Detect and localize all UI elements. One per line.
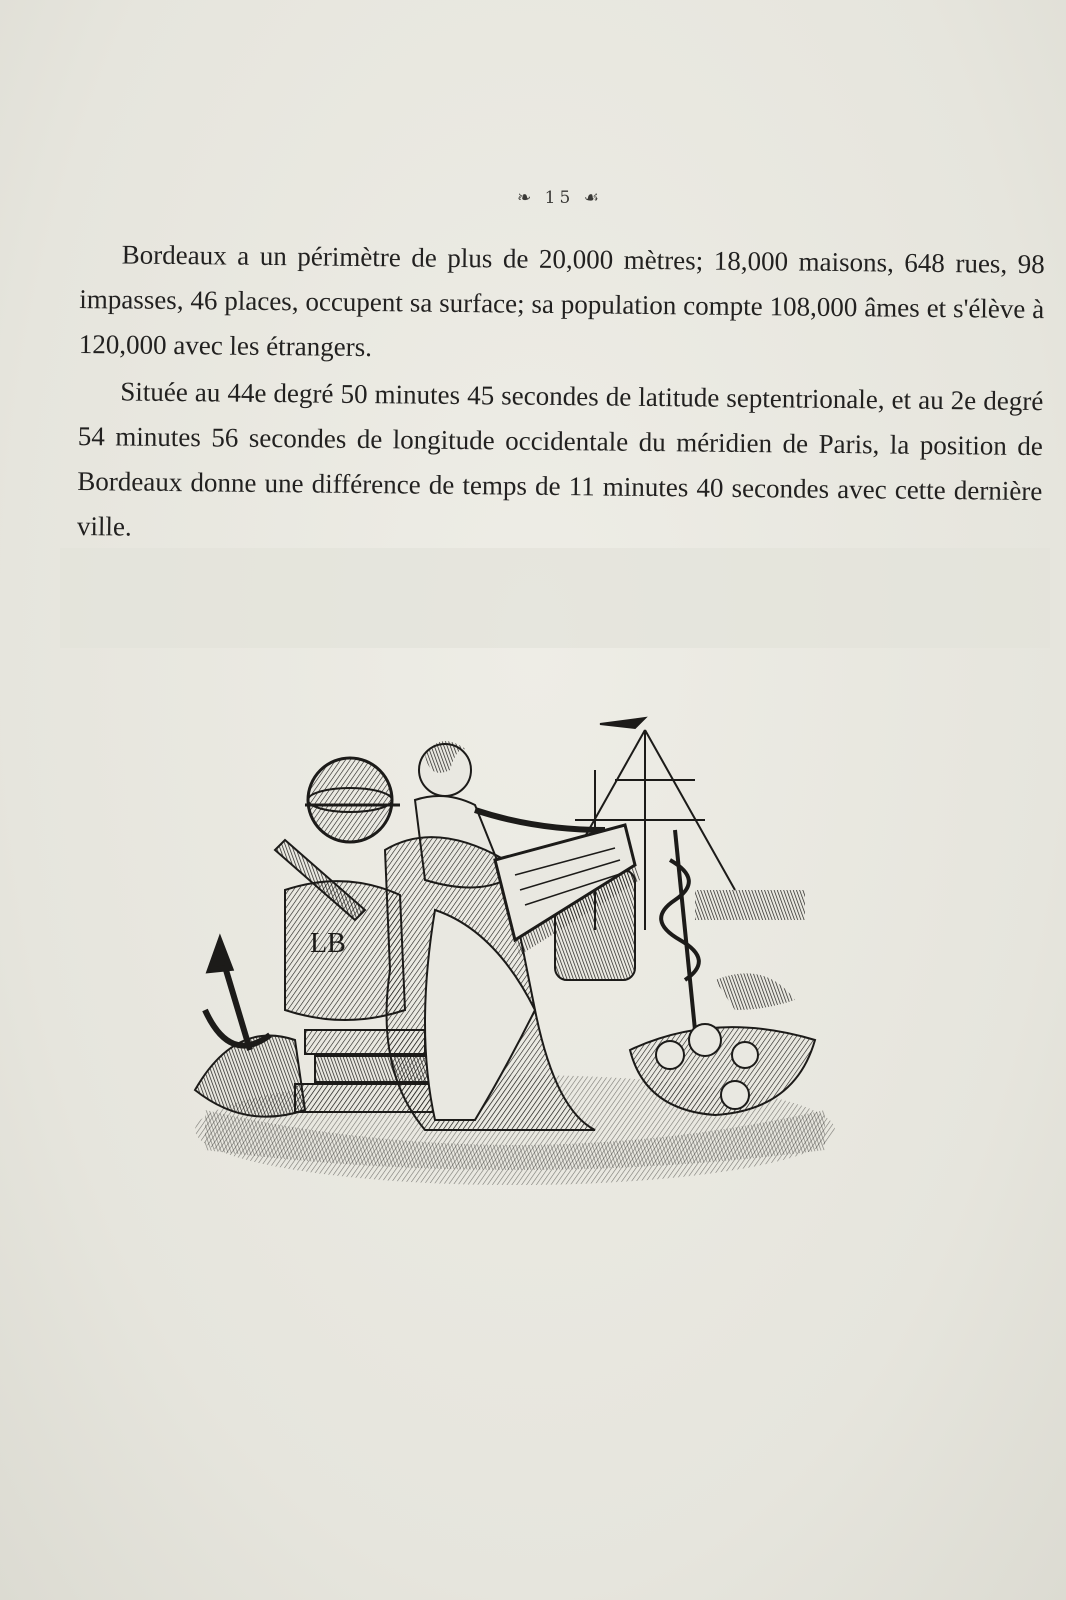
- page-number: [0, 188, 1066, 208]
- engraving-drawing: [175, 710, 855, 1190]
- paragraph-population: Bordeaux a un périmètre de plus de 20,000 mètres; 18,000 maisons, 648 rues, 98 impasses, 46 places, occupent sa surface; sa population compte 108,000 âmes et s'élève à 120,000 avec les étrangers.: [78, 239, 1045, 363]
- anchor: [205, 942, 270, 1050]
- quay-beam: [695, 890, 805, 920]
- verso-bleed-through: [60, 548, 1050, 648]
- folio-ornament-left: ❧: [517, 188, 536, 208]
- folio-ornament-right: ☙: [583, 188, 603, 208]
- caduceus: [661, 830, 699, 1030]
- fruit-basket: [630, 973, 815, 1115]
- globe: [305, 758, 400, 842]
- paragraph-position: Située au 44e degré 50 minutes 45 secondes de latitude septentrionale, et au 2e degré 54 minutes 56 secondes de longitude occidentale du méridien de Paris, la position de Bordeaux donne une différence de temps de 11 minutes 40 secondes avec cette dernière ville.: [76, 376, 1044, 542]
- bale-monogram: LB: [310, 928, 346, 959]
- allegorical-engraving: [175, 710, 855, 1190]
- folio-number: 15: [544, 188, 575, 208]
- body-text: [77, 232, 1045, 559]
- rolled-cloth-bundle: [195, 1036, 305, 1117]
